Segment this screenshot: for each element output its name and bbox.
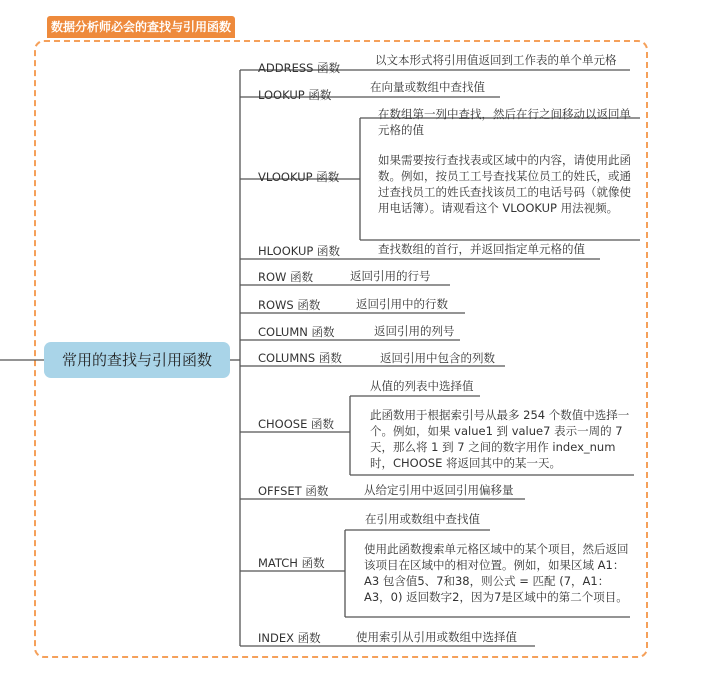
description-match-1: 在引用或数组中查找值: [365, 512, 480, 526]
function-node-rows: ROWS 函数: [258, 298, 321, 312]
description-choose-2: 此函数用于根据索引号从最多 254 个数值中选择一个。例如，如果 value1 到 value7 表示一周的 7 天，那么将 1 到 7 之间的数字用作 index_num 时，CHOOSE 将返回其中的某一天。: [370, 408, 630, 470]
description-column-1: 返回引用的列号: [374, 324, 455, 338]
function-node-row: ROW 函数: [258, 270, 314, 284]
function-node-vlookup: VLOOKUP 函数: [258, 170, 340, 184]
function-node-match: MATCH 函数: [258, 556, 325, 570]
function-node-offset: OFFSET 函数: [258, 484, 329, 498]
function-node-choose: CHOOSE 函数: [258, 417, 335, 431]
description-vlookup-2: 如果需要按行查找表或区域中的内容，请使用此函数。例如，按员工工号查找某位员工的姓氏，或通过查找员工的姓氏查找该员工的电话号码（就像使用电话簿）。请观看这个 VLOOKUP 用法视频。: [378, 153, 631, 215]
central-topic: 常用的查找与引用函数: [44, 342, 230, 378]
description-vlookup-1: 在数组第一列中查找，然后在行之间移动以返回单元格的值: [378, 107, 631, 137]
description-rows-1: 返回引用中的行数: [356, 297, 448, 311]
function-node-index: INDEX 函数: [258, 631, 321, 645]
function-node-hlookup: HLOOKUP 函数: [258, 244, 340, 258]
description-row-1: 返回引用的行号: [350, 269, 431, 283]
description-match-2: 使用此函数搜索单元格区域中的某个项目，然后返回该项目在区域中的相对位置。例如，如果区域 A1： A3 包含值5、7和38，则公式 = 匹配 (7，A1： A3，0) 返回数字2，因为7是区域中的第二个项目。: [364, 542, 629, 604]
function-node-lookup: LOOKUP 函数: [258, 88, 332, 102]
description-index-1: 使用索引从引用或数组中选择值: [356, 630, 517, 644]
description-offset-1: 从给定引用中返回引用偏移量: [364, 483, 514, 497]
description-lookup-1: 在向量或数组中查找值: [370, 80, 485, 94]
mindmap-title: 数据分析师必会的查找与引用函数: [47, 16, 235, 38]
description-columns-1: 返回引用中包含的列数: [380, 351, 495, 365]
function-node-address: ADDRESS 函数: [258, 61, 341, 75]
function-node-column: COLUMN 函数: [258, 325, 335, 339]
description-choose-1: 从值的列表中选择值: [370, 379, 474, 393]
function-node-columns: COLUMNS 函数: [258, 351, 342, 365]
description-address-1: 以文本形式将引用值返回到工作表的单个单元格: [375, 53, 617, 67]
description-hlookup-1: 查找数组的首行，并返回指定单元格的值: [378, 242, 585, 256]
